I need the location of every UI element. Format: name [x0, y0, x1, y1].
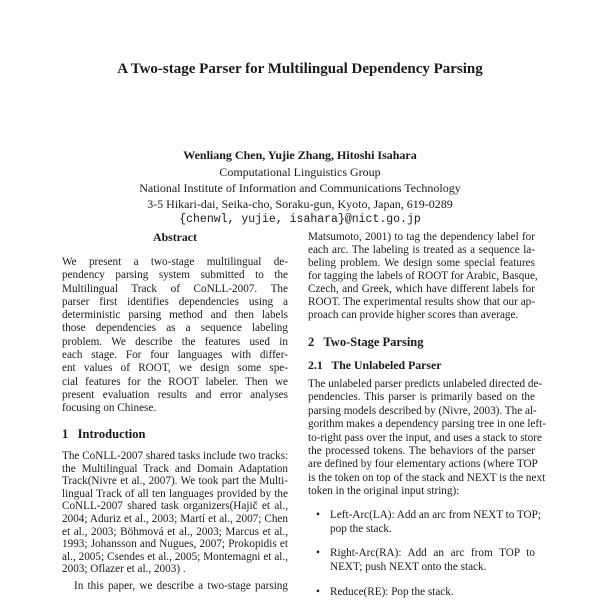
text-line: CoNLL-2007 shared task organizers(Hajič et al., [62, 500, 288, 513]
abstract-heading: Abstract [153, 230, 197, 244]
text-line: et al., 2003; Böhmová et al., 2003; Marcus et al., [62, 525, 288, 538]
text-line: pop the stack. [330, 523, 392, 535]
bullet-icon: • [316, 586, 320, 598]
text-line: token in the original input string): [308, 485, 460, 498]
text-line: for tagging the labels of ROOT for Arabic, Basque, [308, 270, 538, 282]
text-line: parsing models described by (Nivre, 2003). The al- [308, 404, 537, 417]
text-line: present evaluation results and error analyses [62, 388, 288, 401]
text-line: the processed tokens. The behaviors of the parser [308, 445, 535, 458]
affiliation-line: National Institute of Information and Communications Technology [139, 181, 461, 195]
intro-heading: 1 Introduction [62, 427, 146, 441]
list-item [308, 508, 541, 536]
text-line: 2004; Aduriz et al., 2003; Martí et al., 2007; Chen [62, 512, 288, 525]
abstract-body [62, 256, 288, 416]
text-line: al., 2005; Csendes et al., 2005; Montemagni et al., [62, 550, 288, 563]
text-line: those dependencies as a sequence labeling [62, 322, 288, 335]
authors: Wenliang Chen, Yujie Zhang, Hitoshi Isahara [183, 148, 417, 162]
text-line: pendency parsing system submitted to the [62, 269, 288, 282]
text-line: 2003; Oflazer et al., 2003) . [62, 563, 186, 576]
text-line: parser first identifies dependencies using a [62, 295, 288, 308]
affiliation-line: 3-5 Hikari-dai, Seika-cho, Soraku-gun, Kyoto, Japan, 619-0289 [147, 197, 453, 211]
text-line: Czech, and Greek, which have different labels for [308, 283, 535, 295]
text-line: Track(Nivre et al., 2007). We took part the Multi- [62, 475, 288, 488]
paper-title: A Two-stage Parser for Multilingual Dependency Parsing [117, 61, 483, 77]
text-line: deterministic parsing method and then labels [62, 309, 288, 322]
intro-para2 [62, 580, 288, 593]
text-line: In this paper, we describe a two-stage parsing [74, 580, 288, 592]
text-line: each stage. For four languages with differ- [62, 349, 288, 362]
section21-heading: 2.1 The Unlabeled Parser [308, 358, 442, 372]
text-line: the Multilingual Track and Domain Adaptation [62, 462, 288, 475]
text-line: The CoNLL-2007 shared tasks include two tracks: [62, 450, 289, 462]
text-line: NEXT; push NEXT onto the stack. [330, 561, 487, 573]
list-item [308, 585, 535, 599]
text-line: lingual Track of all ten languages provided by the [62, 487, 288, 500]
text-line: problem. We describe the features used in [62, 335, 288, 348]
text-line: ROOT. The experimental results show that our ap- [308, 296, 535, 308]
text-line: to-right pass over the input, and uses a stack to store [308, 431, 542, 444]
text-line: are defined by four elementary actions (where TOP [308, 458, 538, 471]
text-line: Multilingual Track of CoNLL-2007. The [62, 282, 288, 295]
text-line: focusing on Chinese. [62, 402, 157, 415]
text-line: Matsumoto, 2001) to tag the dependency label for [308, 231, 535, 243]
intro-body [62, 450, 288, 576]
text-line: proach can provide higher scores than average. [308, 309, 519, 321]
text-line: each arc. The labeling is treated as a sequence la- [308, 244, 535, 256]
bullet-icon: • [316, 547, 320, 559]
text-line: ent values of ROOT, we design some spe- [62, 362, 288, 375]
text-line: The unlabeled parser predicts unlabeled directed de- [308, 378, 543, 390]
email: {chenwl, yujie, isahara}@nict.go.jp [179, 213, 421, 226]
text-line: 1993; Johansson and Nugues, 2007; Prokopidis et [62, 538, 288, 551]
section2-heading: 2 Two-Stage Parsing [308, 335, 424, 349]
right-intro-continued [308, 231, 538, 322]
text-line: Reduce(RE): Pop the stack. [330, 586, 454, 598]
text-line: beling problem. We design some special features [308, 257, 535, 269]
text-line: We present a two-stage multilingual de- [62, 256, 288, 268]
text-line: Right-Arc(RA): Add an arc from TOP to [330, 547, 535, 559]
unlabeled-parser-body [308, 378, 546, 499]
affiliation-line: Computational Linguistics Group [219, 165, 381, 179]
text-line: pendencies. This parser is primarily based on the [308, 391, 535, 404]
text-line: cial features for the ROOT labeler. Then we [62, 375, 288, 388]
bullet-icon: • [316, 509, 320, 521]
text-line: is the token on top of the stack and NEXT is the next [308, 471, 546, 484]
text-line: Left-Arc(LA): Add an arc from NEXT to TOP; [330, 509, 541, 521]
text-line: gorithm makes a dependency parsing tree in one left- [308, 418, 546, 431]
list-item [308, 546, 535, 574]
